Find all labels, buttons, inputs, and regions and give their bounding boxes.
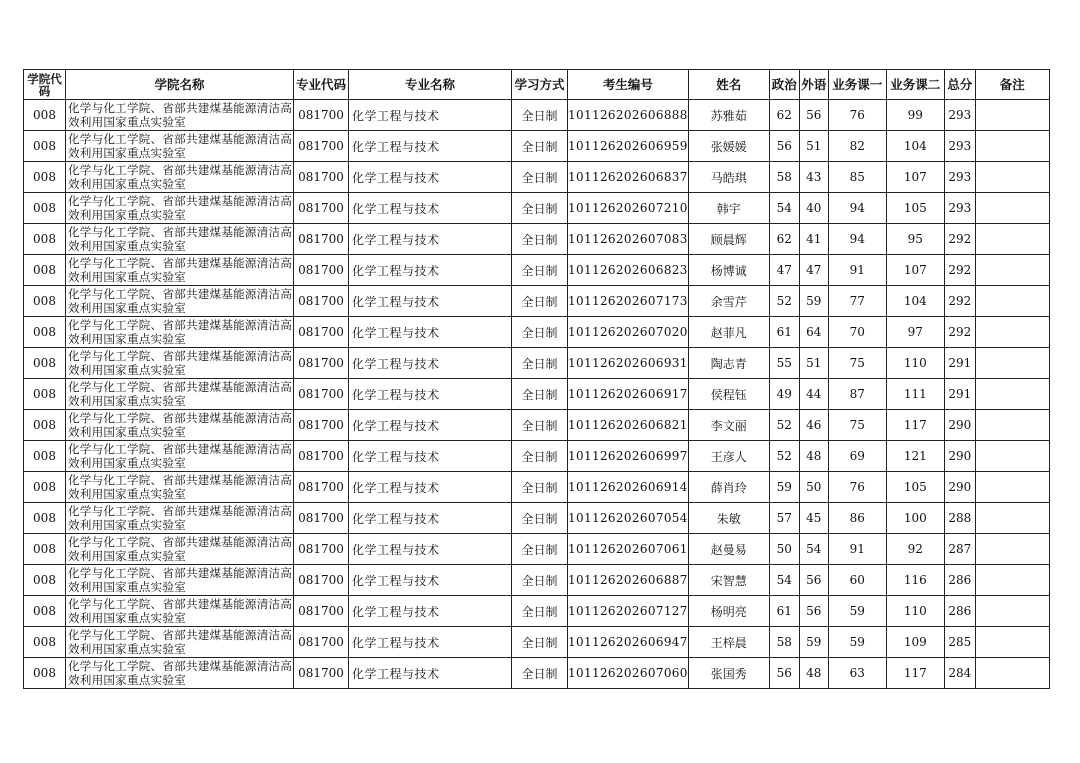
cell-college-code: 008 xyxy=(24,441,66,472)
cell-politics: 54 xyxy=(769,565,799,596)
cell-course1: 76 xyxy=(828,472,886,503)
cell-exam-no: 101126202607060 xyxy=(568,658,689,689)
cell-course2: 99 xyxy=(886,100,944,131)
cell-course2: 104 xyxy=(886,286,944,317)
cell-remarks xyxy=(975,503,1049,534)
cell-student-name: 王彦人 xyxy=(688,441,769,472)
cell-study-mode: 全日制 xyxy=(512,441,568,472)
cell-total: 291 xyxy=(944,348,975,379)
cell-foreign-lang: 56 xyxy=(799,596,828,627)
cell-student-name: 李文丽 xyxy=(688,410,769,441)
cell-major-name: 化学工程与技术 xyxy=(349,348,512,379)
cell-study-mode: 全日制 xyxy=(512,565,568,596)
cell-course1: 63 xyxy=(828,658,886,689)
table-row xyxy=(24,534,1050,565)
cell-politics: 52 xyxy=(769,410,799,441)
cell-student-name: 马皓琪 xyxy=(688,162,769,193)
cell-major-name: 化学工程与技术 xyxy=(349,193,512,224)
cell-major-code: 081700 xyxy=(294,472,349,503)
header-college-code: 学院代码 xyxy=(24,70,66,100)
cell-exam-no: 101126202606917 xyxy=(568,379,689,410)
cell-college-name: 化学与化工学院、省部共建煤基能源清洁高效利用国家重点实验室 xyxy=(66,503,294,534)
cell-politics: 50 xyxy=(769,534,799,565)
cell-remarks xyxy=(975,627,1049,658)
table-row xyxy=(24,193,1050,224)
table-row xyxy=(24,627,1050,658)
header-course2: 业务课二 xyxy=(886,70,944,100)
cell-major-name: 化学工程与技术 xyxy=(349,131,512,162)
cell-major-code: 081700 xyxy=(294,162,349,193)
table-row xyxy=(24,100,1050,131)
cell-student-name: 朱敏 xyxy=(688,503,769,534)
cell-politics: 55 xyxy=(769,348,799,379)
cell-college-code: 008 xyxy=(24,255,66,286)
cell-student-name: 苏雅茹 xyxy=(688,100,769,131)
header-foreign-lang: 外语 xyxy=(799,70,828,100)
cell-course2: 121 xyxy=(886,441,944,472)
cell-course1: 94 xyxy=(828,224,886,255)
cell-foreign-lang: 41 xyxy=(799,224,828,255)
cell-remarks xyxy=(975,224,1049,255)
cell-course2: 100 xyxy=(886,503,944,534)
cell-total: 290 xyxy=(944,410,975,441)
cell-major-name: 化学工程与技术 xyxy=(349,224,512,255)
cell-student-name: 侯程钰 xyxy=(688,379,769,410)
cell-exam-no: 101126202606837 xyxy=(568,162,689,193)
table-row xyxy=(24,131,1050,162)
cell-exam-no: 101126202606823 xyxy=(568,255,689,286)
table-row xyxy=(24,410,1050,441)
score-table xyxy=(23,69,1050,689)
cell-major-name: 化学工程与技术 xyxy=(349,410,512,441)
cell-major-code: 081700 xyxy=(294,224,349,255)
cell-study-mode: 全日制 xyxy=(512,317,568,348)
cell-exam-no: 101126202606821 xyxy=(568,410,689,441)
cell-student-name: 宋智慧 xyxy=(688,565,769,596)
cell-college-name: 化学与化工学院、省部共建煤基能源清洁高效利用国家重点实验室 xyxy=(66,348,294,379)
cell-college-name: 化学与化工学院、省部共建煤基能源清洁高效利用国家重点实验室 xyxy=(66,410,294,441)
cell-course2: 104 xyxy=(886,131,944,162)
table-row xyxy=(24,348,1050,379)
cell-total: 292 xyxy=(944,317,975,348)
cell-college-code: 008 xyxy=(24,317,66,348)
cell-course1: 69 xyxy=(828,441,886,472)
cell-study-mode: 全日制 xyxy=(512,472,568,503)
cell-course2: 107 xyxy=(886,255,944,286)
cell-study-mode: 全日制 xyxy=(512,534,568,565)
cell-foreign-lang: 44 xyxy=(799,379,828,410)
cell-politics: 54 xyxy=(769,193,799,224)
header-major-code: 专业代码 xyxy=(294,70,349,100)
cell-major-code: 081700 xyxy=(294,317,349,348)
cell-foreign-lang: 56 xyxy=(799,565,828,596)
cell-total: 292 xyxy=(944,255,975,286)
cell-remarks xyxy=(975,472,1049,503)
cell-remarks xyxy=(975,162,1049,193)
cell-remarks xyxy=(975,441,1049,472)
cell-study-mode: 全日制 xyxy=(512,627,568,658)
header-college-name: 学院名称 xyxy=(66,70,294,100)
cell-foreign-lang: 47 xyxy=(799,255,828,286)
cell-student-name: 杨博诚 xyxy=(688,255,769,286)
cell-total: 292 xyxy=(944,224,975,255)
table-row xyxy=(24,162,1050,193)
cell-college-name: 化学与化工学院、省部共建煤基能源清洁高效利用国家重点实验室 xyxy=(66,596,294,627)
cell-remarks xyxy=(975,379,1049,410)
cell-total: 285 xyxy=(944,627,975,658)
cell-exam-no: 101126202606959 xyxy=(568,131,689,162)
cell-politics: 62 xyxy=(769,224,799,255)
cell-study-mode: 全日制 xyxy=(512,503,568,534)
cell-total: 292 xyxy=(944,286,975,317)
cell-course2: 110 xyxy=(886,348,944,379)
cell-remarks xyxy=(975,410,1049,441)
cell-college-code: 008 xyxy=(24,131,66,162)
cell-total: 284 xyxy=(944,658,975,689)
cell-major-code: 081700 xyxy=(294,286,349,317)
cell-exam-no: 101126202607083 xyxy=(568,224,689,255)
cell-politics: 56 xyxy=(769,658,799,689)
header-exam-no: 考生编号 xyxy=(568,70,689,100)
cell-college-name: 化学与化工学院、省部共建煤基能源清洁高效利用国家重点实验室 xyxy=(66,441,294,472)
cell-remarks xyxy=(975,286,1049,317)
cell-foreign-lang: 64 xyxy=(799,317,828,348)
table-row xyxy=(24,441,1050,472)
cell-remarks xyxy=(975,565,1049,596)
cell-politics: 47 xyxy=(769,255,799,286)
cell-college-code: 008 xyxy=(24,410,66,441)
cell-college-code: 008 xyxy=(24,627,66,658)
cell-major-name: 化学工程与技术 xyxy=(349,286,512,317)
cell-major-name: 化学工程与技术 xyxy=(349,100,512,131)
cell-course1: 82 xyxy=(828,131,886,162)
cell-total: 287 xyxy=(944,534,975,565)
cell-study-mode: 全日制 xyxy=(512,410,568,441)
cell-remarks xyxy=(975,348,1049,379)
cell-remarks xyxy=(975,317,1049,348)
cell-major-name: 化学工程与技术 xyxy=(349,472,512,503)
cell-college-name: 化学与化工学院、省部共建煤基能源清洁高效利用国家重点实验室 xyxy=(66,379,294,410)
cell-study-mode: 全日制 xyxy=(512,286,568,317)
cell-total: 290 xyxy=(944,441,975,472)
cell-politics: 59 xyxy=(769,472,799,503)
cell-politics: 49 xyxy=(769,379,799,410)
cell-exam-no: 101126202607061 xyxy=(568,534,689,565)
cell-course1: 91 xyxy=(828,534,886,565)
cell-student-name: 赵菲凡 xyxy=(688,317,769,348)
cell-total: 291 xyxy=(944,379,975,410)
cell-course1: 86 xyxy=(828,503,886,534)
cell-remarks xyxy=(975,596,1049,627)
cell-course1: 59 xyxy=(828,627,886,658)
cell-course2: 107 xyxy=(886,162,944,193)
cell-college-name: 化学与化工学院、省部共建煤基能源清洁高效利用国家重点实验室 xyxy=(66,472,294,503)
header-name: 姓名 xyxy=(688,70,769,100)
cell-foreign-lang: 46 xyxy=(799,410,828,441)
cell-course1: 70 xyxy=(828,317,886,348)
cell-college-code: 008 xyxy=(24,162,66,193)
cell-course2: 97 xyxy=(886,317,944,348)
cell-student-name: 张国秀 xyxy=(688,658,769,689)
table-row xyxy=(24,317,1050,348)
table-row xyxy=(24,503,1050,534)
header-major-name: 专业名称 xyxy=(349,70,512,100)
cell-course1: 75 xyxy=(828,348,886,379)
header-row xyxy=(24,70,1050,100)
table-row xyxy=(24,658,1050,689)
cell-foreign-lang: 51 xyxy=(799,131,828,162)
cell-study-mode: 全日制 xyxy=(512,131,568,162)
cell-exam-no: 101126202606887 xyxy=(568,565,689,596)
cell-major-name: 化学工程与技术 xyxy=(349,596,512,627)
header-remarks: 备注 xyxy=(975,70,1049,100)
cell-foreign-lang: 50 xyxy=(799,472,828,503)
cell-remarks xyxy=(975,255,1049,286)
cell-study-mode: 全日制 xyxy=(512,255,568,286)
cell-foreign-lang: 48 xyxy=(799,658,828,689)
cell-total: 293 xyxy=(944,100,975,131)
cell-foreign-lang: 43 xyxy=(799,162,828,193)
cell-student-name: 赵曼易 xyxy=(688,534,769,565)
cell-course1: 94 xyxy=(828,193,886,224)
cell-college-code: 008 xyxy=(24,100,66,131)
cell-major-code: 081700 xyxy=(294,410,349,441)
cell-major-code: 081700 xyxy=(294,255,349,286)
cell-remarks xyxy=(975,534,1049,565)
cell-study-mode: 全日制 xyxy=(512,224,568,255)
cell-major-name: 化学工程与技术 xyxy=(349,255,512,286)
cell-college-code: 008 xyxy=(24,503,66,534)
cell-student-name: 薛肖玲 xyxy=(688,472,769,503)
cell-college-name: 化学与化工学院、省部共建煤基能源清洁高效利用国家重点实验室 xyxy=(66,627,294,658)
cell-major-code: 081700 xyxy=(294,348,349,379)
cell-politics: 61 xyxy=(769,596,799,627)
cell-student-name: 顾晨辉 xyxy=(688,224,769,255)
cell-total: 290 xyxy=(944,472,975,503)
cell-study-mode: 全日制 xyxy=(512,193,568,224)
cell-college-code: 008 xyxy=(24,472,66,503)
cell-college-name: 化学与化工学院、省部共建煤基能源清洁高效利用国家重点实验室 xyxy=(66,162,294,193)
cell-exam-no: 101126202607127 xyxy=(568,596,689,627)
cell-course2: 92 xyxy=(886,534,944,565)
cell-exam-no: 101126202606947 xyxy=(568,627,689,658)
cell-course1: 60 xyxy=(828,565,886,596)
cell-politics: 58 xyxy=(769,627,799,658)
table-row xyxy=(24,255,1050,286)
cell-student-name: 杨明亮 xyxy=(688,596,769,627)
table-row xyxy=(24,565,1050,596)
cell-major-code: 081700 xyxy=(294,565,349,596)
cell-college-code: 008 xyxy=(24,534,66,565)
cell-exam-no: 101126202607054 xyxy=(568,503,689,534)
table-row xyxy=(24,224,1050,255)
cell-college-name: 化学与化工学院、省部共建煤基能源清洁高效利用国家重点实验室 xyxy=(66,286,294,317)
cell-major-code: 081700 xyxy=(294,534,349,565)
cell-study-mode: 全日制 xyxy=(512,100,568,131)
cell-college-name: 化学与化工学院、省部共建煤基能源清洁高效利用国家重点实验室 xyxy=(66,658,294,689)
cell-student-name: 张媛媛 xyxy=(688,131,769,162)
cell-exam-no: 101126202606888 xyxy=(568,100,689,131)
cell-course1: 87 xyxy=(828,379,886,410)
cell-politics: 61 xyxy=(769,317,799,348)
cell-college-name: 化学与化工学院、省部共建煤基能源清洁高效利用国家重点实验室 xyxy=(66,534,294,565)
cell-college-code: 008 xyxy=(24,658,66,689)
table-body xyxy=(24,100,1050,689)
cell-college-code: 008 xyxy=(24,286,66,317)
cell-foreign-lang: 59 xyxy=(799,286,828,317)
cell-major-name: 化学工程与技术 xyxy=(349,379,512,410)
cell-major-name: 化学工程与技术 xyxy=(349,317,512,348)
admission-score-sheet xyxy=(23,69,1050,689)
table-row xyxy=(24,379,1050,410)
header-course1: 业务课一 xyxy=(828,70,886,100)
cell-major-name: 化学工程与技术 xyxy=(349,658,512,689)
cell-total: 293 xyxy=(944,193,975,224)
cell-course2: 105 xyxy=(886,193,944,224)
cell-politics: 52 xyxy=(769,441,799,472)
cell-college-name: 化学与化工学院、省部共建煤基能源清洁高效利用国家重点实验室 xyxy=(66,100,294,131)
cell-college-code: 008 xyxy=(24,596,66,627)
cell-major-code: 081700 xyxy=(294,658,349,689)
cell-total: 286 xyxy=(944,565,975,596)
cell-course1: 75 xyxy=(828,410,886,441)
header-study-mode: 学习方式 xyxy=(512,70,568,100)
cell-student-name: 王梓晨 xyxy=(688,627,769,658)
cell-college-name: 化学与化工学院、省部共建煤基能源清洁高效利用国家重点实验室 xyxy=(66,565,294,596)
cell-course1: 77 xyxy=(828,286,886,317)
cell-exam-no: 101126202607210 xyxy=(568,193,689,224)
cell-major-code: 081700 xyxy=(294,131,349,162)
cell-politics: 52 xyxy=(769,286,799,317)
cell-total: 293 xyxy=(944,131,975,162)
cell-college-name: 化学与化工学院、省部共建煤基能源清洁高效利用国家重点实验室 xyxy=(66,131,294,162)
cell-study-mode: 全日制 xyxy=(512,162,568,193)
cell-college-code: 008 xyxy=(24,224,66,255)
cell-major-code: 081700 xyxy=(294,596,349,627)
cell-total: 288 xyxy=(944,503,975,534)
cell-course2: 117 xyxy=(886,658,944,689)
cell-course1: 91 xyxy=(828,255,886,286)
cell-remarks xyxy=(975,131,1049,162)
cell-major-name: 化学工程与技术 xyxy=(349,441,512,472)
cell-exam-no: 101126202607173 xyxy=(568,286,689,317)
cell-politics: 62 xyxy=(769,100,799,131)
header-politics: 政治 xyxy=(769,70,799,100)
cell-college-code: 008 xyxy=(24,193,66,224)
cell-course1: 85 xyxy=(828,162,886,193)
cell-major-name: 化学工程与技术 xyxy=(349,565,512,596)
cell-course1: 76 xyxy=(828,100,886,131)
cell-major-code: 081700 xyxy=(294,100,349,131)
cell-college-code: 008 xyxy=(24,348,66,379)
cell-politics: 57 xyxy=(769,503,799,534)
cell-remarks xyxy=(975,193,1049,224)
cell-major-code: 081700 xyxy=(294,441,349,472)
cell-remarks xyxy=(975,658,1049,689)
cell-major-name: 化学工程与技术 xyxy=(349,627,512,658)
cell-major-code: 081700 xyxy=(294,379,349,410)
cell-college-code: 008 xyxy=(24,379,66,410)
cell-foreign-lang: 45 xyxy=(799,503,828,534)
cell-study-mode: 全日制 xyxy=(512,596,568,627)
cell-study-mode: 全日制 xyxy=(512,379,568,410)
cell-student-name: 韩宇 xyxy=(688,193,769,224)
cell-student-name: 余雪芹 xyxy=(688,286,769,317)
cell-course2: 95 xyxy=(886,224,944,255)
cell-foreign-lang: 56 xyxy=(799,100,828,131)
cell-exam-no: 101126202606914 xyxy=(568,472,689,503)
cell-foreign-lang: 48 xyxy=(799,441,828,472)
cell-college-name: 化学与化工学院、省部共建煤基能源清洁高效利用国家重点实验室 xyxy=(66,193,294,224)
cell-college-code: 008 xyxy=(24,565,66,596)
cell-total: 293 xyxy=(944,162,975,193)
cell-remarks xyxy=(975,100,1049,131)
cell-politics: 56 xyxy=(769,131,799,162)
cell-major-code: 081700 xyxy=(294,627,349,658)
cell-course2: 109 xyxy=(886,627,944,658)
cell-foreign-lang: 54 xyxy=(799,534,828,565)
cell-course2: 117 xyxy=(886,410,944,441)
header-total: 总分 xyxy=(944,70,975,100)
cell-student-name: 陶志青 xyxy=(688,348,769,379)
cell-foreign-lang: 59 xyxy=(799,627,828,658)
cell-major-code: 081700 xyxy=(294,193,349,224)
cell-college-name: 化学与化工学院、省部共建煤基能源清洁高效利用国家重点实验室 xyxy=(66,255,294,286)
cell-course2: 111 xyxy=(886,379,944,410)
cell-study-mode: 全日制 xyxy=(512,658,568,689)
cell-course2: 110 xyxy=(886,596,944,627)
cell-foreign-lang: 51 xyxy=(799,348,828,379)
cell-college-name: 化学与化工学院、省部共建煤基能源清洁高效利用国家重点实验室 xyxy=(66,317,294,348)
cell-exam-no: 101126202606997 xyxy=(568,441,689,472)
cell-total: 286 xyxy=(944,596,975,627)
cell-course1: 59 xyxy=(828,596,886,627)
cell-major-name: 化学工程与技术 xyxy=(349,503,512,534)
cell-foreign-lang: 40 xyxy=(799,193,828,224)
cell-college-name: 化学与化工学院、省部共建煤基能源清洁高效利用国家重点实验室 xyxy=(66,224,294,255)
cell-course2: 105 xyxy=(886,472,944,503)
cell-course2: 116 xyxy=(886,565,944,596)
cell-major-code: 081700 xyxy=(294,503,349,534)
cell-major-name: 化学工程与技术 xyxy=(349,534,512,565)
table-row xyxy=(24,286,1050,317)
table-row xyxy=(24,596,1050,627)
cell-study-mode: 全日制 xyxy=(512,348,568,379)
cell-politics: 58 xyxy=(769,162,799,193)
table-row xyxy=(24,472,1050,503)
cell-exam-no: 101126202607020 xyxy=(568,317,689,348)
cell-exam-no: 101126202606931 xyxy=(568,348,689,379)
cell-major-name: 化学工程与技术 xyxy=(349,162,512,193)
